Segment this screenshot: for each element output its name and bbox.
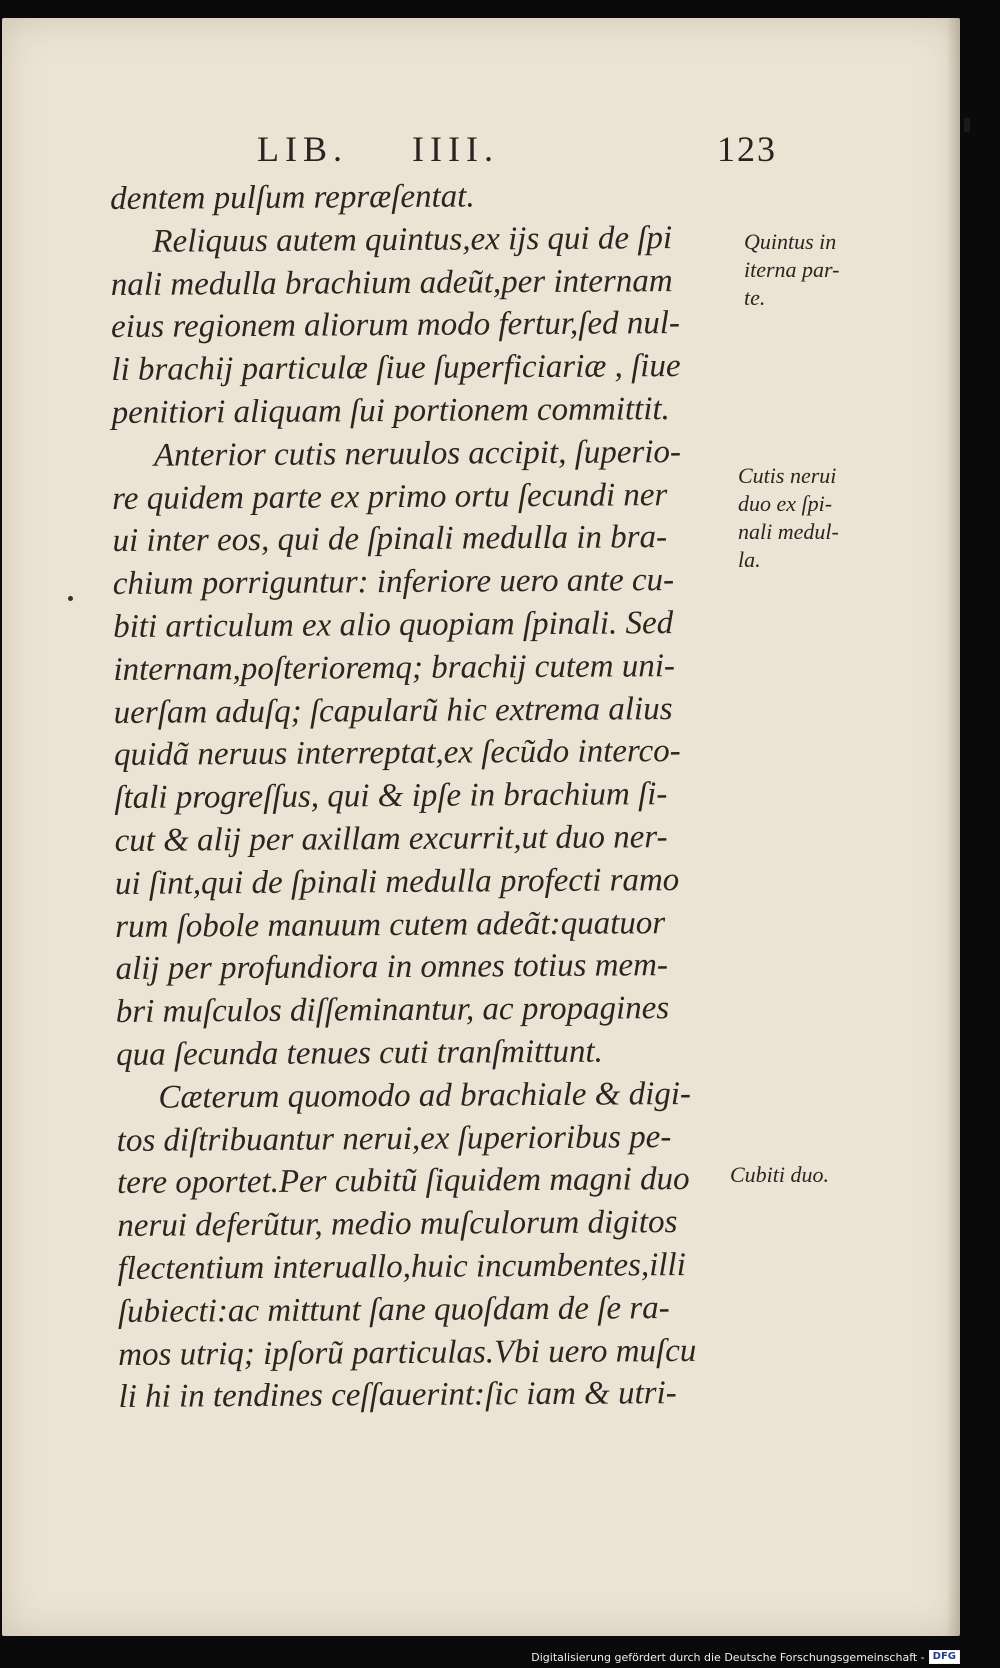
margin-note-line: iterna par- [744,257,840,282]
text-line: ui inter eos, qui de ſpinali medulla in bra- [112,519,668,560]
text-line: uerſam aduſq; ſcapularũ hic extrema alius [113,690,673,731]
text-line: alij per profundiora in omnes totius mem- [115,947,669,988]
page-edge-shadow [946,18,960,1636]
text-line: rum ſobole manuum cutem adeãt:quatuor [115,904,666,945]
text-line: Cæterum quomodo ad brachiale & digi- [158,1075,692,1116]
text-line: qua ſecunda tenues cuti tranſmittunt. [115,1033,603,1073]
text-line: flectentium interuallo,huic incumbentes,illi [117,1246,686,1287]
running-head-book: IIII. [412,129,499,169]
running-head-lib: LIB. [257,129,348,169]
text-line: eius regionem aliorum modo fertur,ſed nul- [110,305,681,346]
text-line: li hi in tendines ceſſauerint:ſic iam & utri- [118,1375,677,1416]
margin-note-line: Cubiti duo. [730,1162,830,1187]
text-line: ſtali progreſſus, qui & ipſe in brachium ſi- [114,776,668,817]
margin-note-line: te. [744,285,766,310]
text-line: re quidem parte ex primo ortu ſecundi ner [112,476,668,517]
book-page [2,18,960,1636]
margin-note-cubiti [730,1161,829,1189]
text-line: Reliquus autem quintus,ex ijs qui de ſpi [152,219,673,260]
margin-note-line: la. [738,547,761,572]
text-line: internam,poſterioremq; brachij cutem uni- [113,647,676,688]
margin-note-cutis [738,462,839,574]
text-line: penitiori aliquam ſui portionem committit. [111,391,670,431]
text-line: mos utriq; ipſorũ particulas.Vbi uero muſcu [118,1332,697,1373]
text-line: tos diſtribuantur nerui,ex ſuperioribus pe- [116,1118,672,1159]
dfg-logo: DFG [929,1650,960,1664]
margin-note-line: duo ex ſpi- [738,491,833,516]
text-line: dentem pulſum repræſentat. [110,178,475,217]
ink-dot [68,596,73,601]
text-line: tere oportet.Per cubitũ ſiquidem magni duo [116,1161,690,1202]
margin-note-line: nali medul- [738,519,839,544]
text-line: ui ſint,qui de ſpinali medulla profecti ramo [114,861,680,902]
margin-note-line: Cutis nerui [738,463,837,488]
text-line: nerui deferũtur, medio muſculorum digitos [117,1204,678,1245]
text-line: Anterior cutis neruulos accipit, ſuperio- [153,433,682,474]
page-edge-mark [964,118,970,132]
margin-note-quintus [744,228,840,312]
credit-text: Digitalisierung gefördert durch die Deutsche Forschungsgemeinschaft - [531,1650,925,1664]
text-line: cut & alij per axillam excurrit,ut duo ner- [114,819,668,859]
margin-note-line: Quintus in [744,229,837,254]
text-line: quidã neruus interreptat,ex ſecũdo interco- [113,733,681,774]
text-line: li brachij particulæ ſiue ſuperficiariæ , ſiue [111,348,681,389]
text-line: chium porriguntur: inferiore uero ante cu- [112,562,675,603]
text-line: bri muſculos diſſeminantur, ac propagines [115,990,670,1031]
body-text [110,174,744,1419]
page-number: 123 [717,129,777,169]
text-line: nali medulla brachium adeũt,per internam [110,262,673,303]
running-head [257,128,777,168]
text-line: biti articulum ex alio quopiam ſpinali. Sed [113,605,674,645]
digitization-credit [531,1650,960,1664]
text-line: ſubiecti:ac mittunt ſane quoſdam de ſe ra- [117,1289,670,1330]
